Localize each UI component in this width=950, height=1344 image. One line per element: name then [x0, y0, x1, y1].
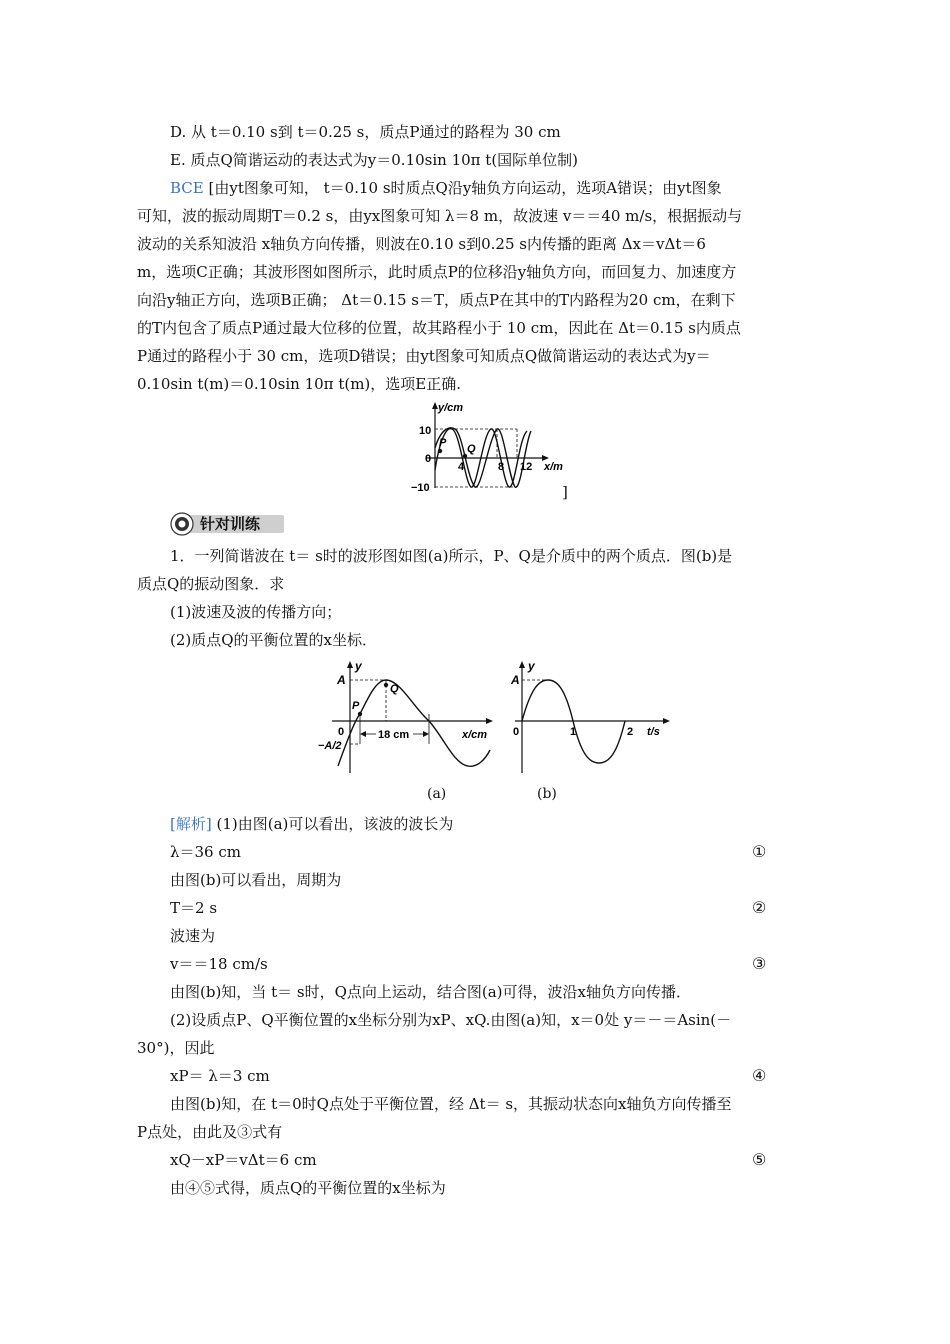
- y-bottom: −10: [411, 482, 430, 494]
- answer-line-7: P通过的路程小于 30 cm，选项D错误；由yt图象可知质点Q做简谐运动的表达式为y＝: [137, 347, 711, 365]
- figure-a: [318, 658, 498, 778]
- target-icon-center: [179, 521, 186, 528]
- a-x-arrow: [486, 718, 493, 724]
- a-y-arrow: [347, 661, 353, 668]
- banner-title: 针对训练: [200, 516, 261, 533]
- a-y-label: y: [355, 659, 362, 673]
- solution-line-4: T＝2 s: [170, 899, 218, 917]
- solution-line-3: 由图(b)可以看出，周期为: [170, 871, 342, 889]
- problem-line-1: 1．一列简谐波在 t＝ s时的波形图如图(a)所示，P、Q是介质中的两个质点．图(b)是: [170, 547, 733, 565]
- a-dist-label: 18 cm: [378, 729, 410, 741]
- a-label-q: Q: [390, 683, 399, 695]
- answer-tag: BCE: [170, 179, 204, 197]
- b-y-label: y: [528, 659, 535, 673]
- b-x-label: t/s: [647, 726, 660, 738]
- a-point-p: [358, 712, 362, 716]
- solution-tag: [解析]: [170, 815, 212, 833]
- caption-a: (a): [427, 786, 447, 802]
- solution-line-2: λ＝36 cm: [170, 843, 241, 861]
- y-top: 10: [419, 425, 432, 437]
- y-label: y/cm: [438, 402, 464, 414]
- solution-line-1: [170, 814, 453, 834]
- eq-number-5: ⑤: [752, 1150, 767, 1169]
- solution-line-6: v＝＝18 cm/s: [170, 955, 268, 973]
- solution-line-9: 30°)，因此: [137, 1039, 215, 1057]
- b-zero: 0: [513, 726, 520, 738]
- question-2: (2)质点Q的平衡位置的x坐标．: [170, 631, 378, 649]
- solution-line-12: P点处，由此及③式有: [137, 1123, 283, 1141]
- tick-8: 8: [498, 461, 505, 473]
- figure-b: [505, 658, 675, 778]
- a-wave-curve: [338, 680, 490, 766]
- solution-line-5: 波速为: [170, 927, 216, 945]
- answer-text-1: [由yt图象可知， t＝0.10 s时质点Q沿y轴负方向运动，选项A错误；由yt图象: [203, 179, 722, 197]
- a-dist-arrow-left: [360, 731, 366, 737]
- eq-number-2: ②: [752, 898, 767, 917]
- a-label-p: P: [352, 700, 360, 712]
- solution-text-1: (1)由图(a)可以看出，该波的波长为: [211, 815, 454, 833]
- eq-number-1: ①: [752, 842, 767, 861]
- option-d: D. 从 t＝0.10 s到 t＝0.25 s，质点P通过的路程为 30 cm: [170, 123, 561, 141]
- tick-4: 4: [458, 461, 465, 473]
- problem-line-2: 质点Q的振动图象．求: [137, 575, 285, 593]
- solution-line-8: (2)设质点P、Q平衡位置的x坐标分别为xP、xQ.由图(a)知，x＝0处 y＝－＝Asin(－: [170, 1011, 732, 1029]
- eq-number-3: ③: [752, 954, 767, 973]
- answer-line-8: 0.10sin t(m)＝0.10sin 10π t(m)，选项E正确.: [137, 375, 461, 393]
- answer-line-1: [170, 178, 722, 198]
- bracket-close: ]: [562, 483, 568, 501]
- b-y-arrow: [519, 661, 525, 668]
- b-x-arrow: [663, 718, 670, 724]
- a-zero: 0: [338, 726, 345, 738]
- a-amp-label: A: [337, 673, 346, 687]
- b-amp-label: A: [511, 673, 520, 687]
- solution-line-10: xP＝ λ＝3 cm: [170, 1067, 270, 1085]
- wave-figure: [405, 398, 575, 498]
- solution-line-7: 由图(b)知，当 t＝ s时，Q点向上运动，结合图(a)可得，波沿x轴负方向传播．: [170, 983, 691, 1001]
- point-p: [438, 449, 442, 453]
- answer-line-2: 可知，波的振动周期T＝0.2 s，由yx图象可知 λ＝8 m，故波速 v＝＝40 m/s，根据振动与: [137, 207, 743, 225]
- banner-graphic: [170, 512, 286, 536]
- question-1: (1)波速及波的传播方向；: [170, 603, 342, 621]
- solution-line-11: 由图(b)知，在 t＝0时Q点处于平衡位置，经 Δt＝ s，其振动状态向x轴负方向传播至: [170, 1095, 732, 1113]
- tick-12: 12: [520, 461, 533, 473]
- a-x-label: x/cm: [462, 729, 488, 741]
- caption-b: (b): [537, 786, 557, 802]
- label-p: P: [439, 437, 447, 449]
- solution-line-13: xQ－xP＝vΔt＝6 cm: [170, 1151, 317, 1169]
- a-neg-label: −A/2: [318, 740, 342, 752]
- answer-line-3: 波动的关系知波沿 x轴负方向传播，则波在0.10 s到0.25 s内传播的距离 Δx＝vΔt＝6: [137, 235, 706, 253]
- x-label: x/m: [544, 461, 563, 473]
- answer-line-4: m，选项C正确；其波形图如图所示，此时质点P的位移沿y轴负方向，而回复力、加速度方: [137, 263, 737, 281]
- label-q: Q: [467, 443, 476, 455]
- eq-number-4: ④: [752, 1066, 767, 1085]
- b-tick-2: 2: [627, 726, 634, 738]
- a-dist-arrow-right: [423, 731, 429, 737]
- answer-line-6: 的T内包含了质点P通过最大位移的位置，故其路程小于 10 cm，因此在 Δt＝0.15 s内质点: [137, 319, 741, 337]
- y-zero: 0: [425, 453, 432, 465]
- option-e: E. 质点Q简谐运动的表达式为y＝0.10sin 10π t(国际单位制): [170, 151, 579, 169]
- answer-line-5: 向沿y轴正方向，选项B正确； Δt＝0.15 s＝T，质点P在其中的T内路程为20 cm，在剩下: [137, 291, 736, 309]
- solution-line-14: 由④⑤式得，质点Q的平衡位置的x坐标为: [170, 1179, 446, 1197]
- a-point-q: [384, 683, 388, 687]
- section-banner: [170, 512, 286, 536]
- b-tick-1: 1: [570, 726, 577, 738]
